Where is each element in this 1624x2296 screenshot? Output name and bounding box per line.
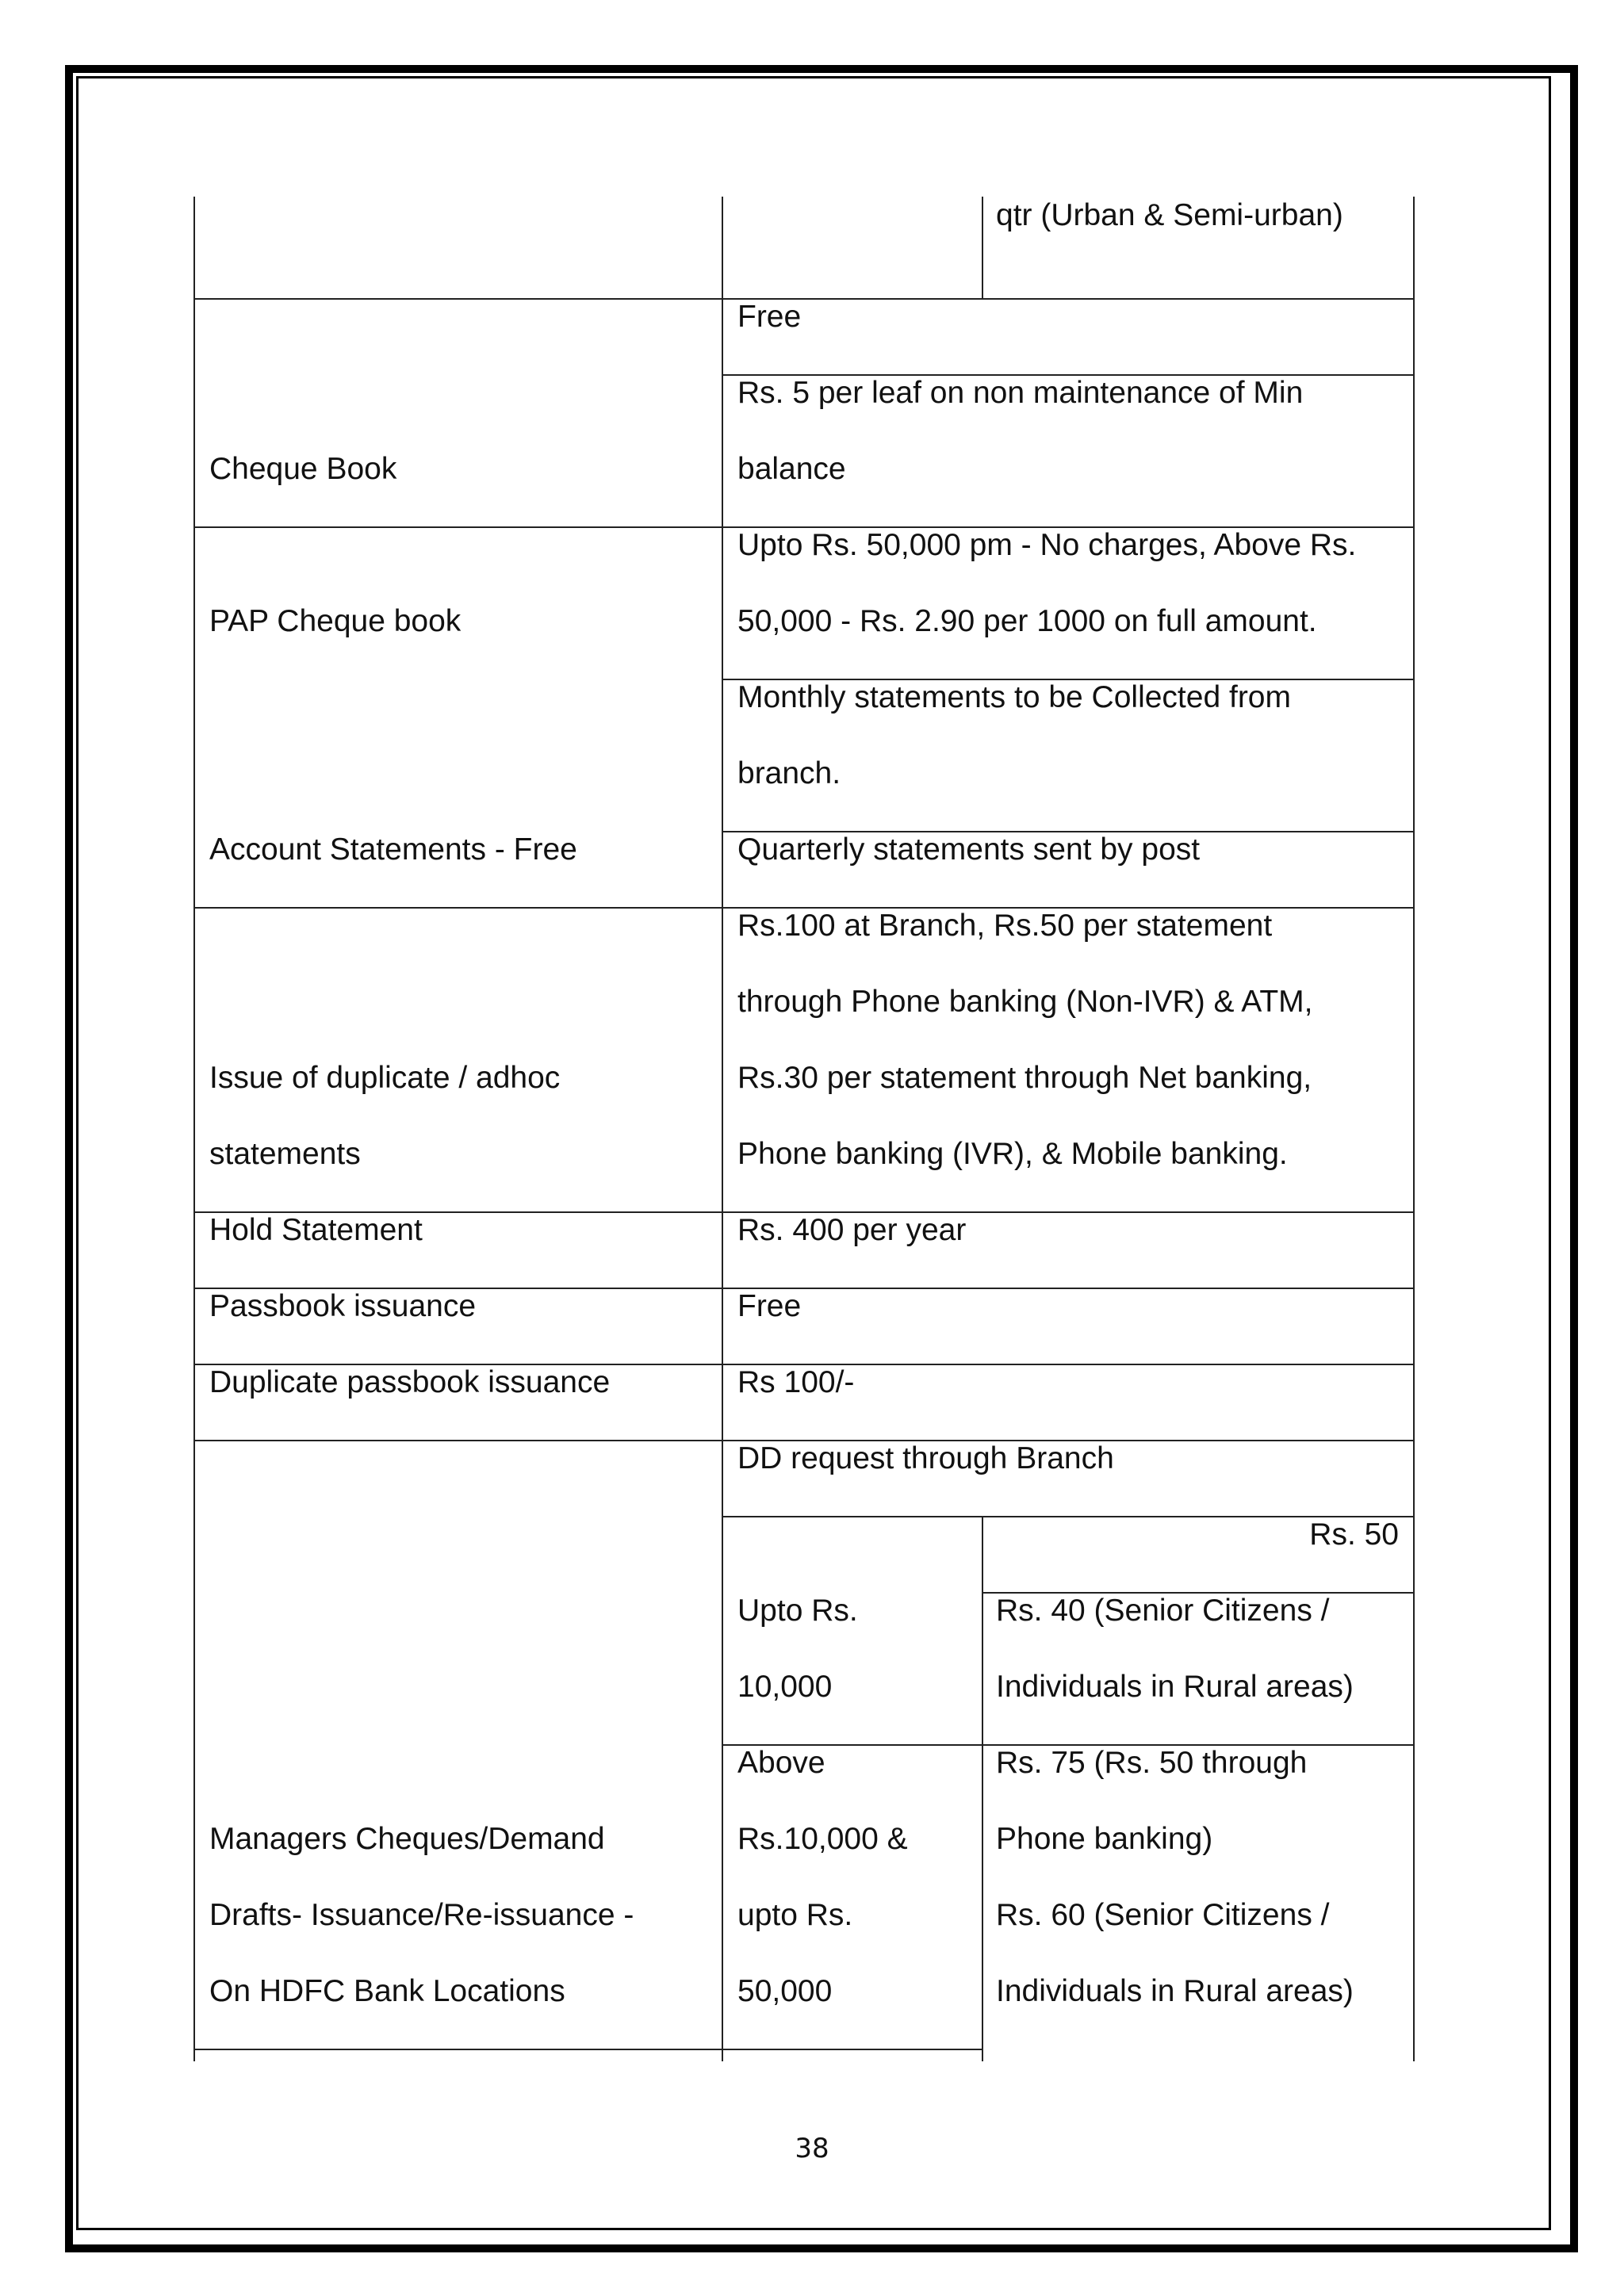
cell-pap-cheque-label: PAP Cheque book xyxy=(209,604,462,638)
page-number: 38 xyxy=(795,2133,829,2164)
table-bottom-line xyxy=(193,2049,983,2050)
table-divider-2-bottom xyxy=(982,1517,983,2061)
cell-dd-tier2-range: upto Rs. xyxy=(737,1898,853,1932)
table-border-left xyxy=(193,197,195,2061)
cell-dd-tier1-charge: Rs. 40 (Senior Citizens / xyxy=(996,1594,1330,1628)
cell-duplicate-statements-label: Issue of duplicate / adhoc xyxy=(209,1061,561,1095)
cell-dd-tier2-range: Rs.10,000 & xyxy=(737,1822,908,1856)
cell-passbook-value: Free xyxy=(737,1289,802,1323)
row-line xyxy=(193,298,1415,300)
cell-top-continued: qtr (Urban & Semi-urban) xyxy=(996,198,1343,232)
cell-hold-statement-value: Rs. 400 per year xyxy=(737,1213,967,1247)
cell-pap-cheque-value: Upto Rs. 50,000 pm - No charges, Above Rs. xyxy=(737,528,1357,562)
cell-dd-tier2-range: 50,000 xyxy=(737,1974,833,2008)
cell-hold-statement-label: Hold Statement xyxy=(209,1213,423,1247)
cell-duplicate-passbook-label: Duplicate passbook issuance xyxy=(209,1365,611,1399)
cell-account-statements-value: Monthly statements to be Collected from xyxy=(737,680,1291,714)
cell-duplicate-statements-value: Rs.100 at Branch, Rs.50 per statement xyxy=(737,909,1273,943)
cell-dd-tier1-charge: Individuals in Rural areas) xyxy=(996,1670,1354,1704)
cell-duplicate-statements-value: Phone banking (IVR), & Mobile banking. xyxy=(737,1137,1288,1171)
table-border-right xyxy=(1413,197,1415,2061)
cell-pap-cheque-value: 50,000 - Rs. 2.90 per 1000 on full amount. xyxy=(737,604,1317,638)
cell-cheque-book-value: Rs. 5 per leaf on non maintenance of Min xyxy=(737,376,1304,410)
cell-duplicate-passbook-value: Rs 100/- xyxy=(737,1365,855,1399)
cell-demand-drafts-label: Drafts- Issuance/Re-issuance - xyxy=(209,1898,634,1932)
cell-dd-tier2-charge: Rs. 75 (Rs. 50 through xyxy=(996,1746,1308,1780)
table-divider-1 xyxy=(722,197,723,2061)
cell-duplicate-statements-value: Rs.30 per statement through Net banking, xyxy=(737,1061,1312,1095)
cell-cheque-book-value: Free xyxy=(737,300,802,334)
cell-dd-branch-request: DD request through Branch xyxy=(737,1441,1114,1475)
cell-dd-tier1-charge: Rs. 50 xyxy=(1309,1517,1399,1552)
cell-dd-tier2-charge: Phone banking) xyxy=(996,1822,1213,1856)
cell-account-statements-value: branch. xyxy=(737,756,841,790)
cell-demand-drafts-label: On HDFC Bank Locations xyxy=(209,1974,565,2008)
cell-demand-drafts-label: Managers Cheques/Demand xyxy=(209,1822,605,1856)
cell-cheque-book-value: balance xyxy=(737,452,846,486)
cell-dd-tier1-range: Upto Rs. xyxy=(737,1594,858,1628)
cell-duplicate-statements-value: through Phone banking (Non-IVR) & ATM, xyxy=(737,985,1313,1019)
cell-dd-tier1-range: 10,000 xyxy=(737,1670,833,1704)
cell-dd-tier2-range: Above xyxy=(737,1746,825,1780)
cell-account-statements-value: Quarterly statements sent by post xyxy=(737,832,1201,867)
cell-dd-tier2-charge: Rs. 60 (Senior Citizens / xyxy=(996,1898,1330,1932)
cell-cheque-book-label: Cheque Book xyxy=(209,452,397,486)
cell-duplicate-statements-label: statements xyxy=(209,1137,361,1171)
cell-passbook-label: Passbook issuance xyxy=(209,1289,477,1323)
cell-dd-tier2-charge: Individuals in Rural areas) xyxy=(996,1974,1354,2008)
table-divider-2-top xyxy=(982,197,983,300)
cell-account-statements-label: Account Statements - Free xyxy=(209,832,577,867)
